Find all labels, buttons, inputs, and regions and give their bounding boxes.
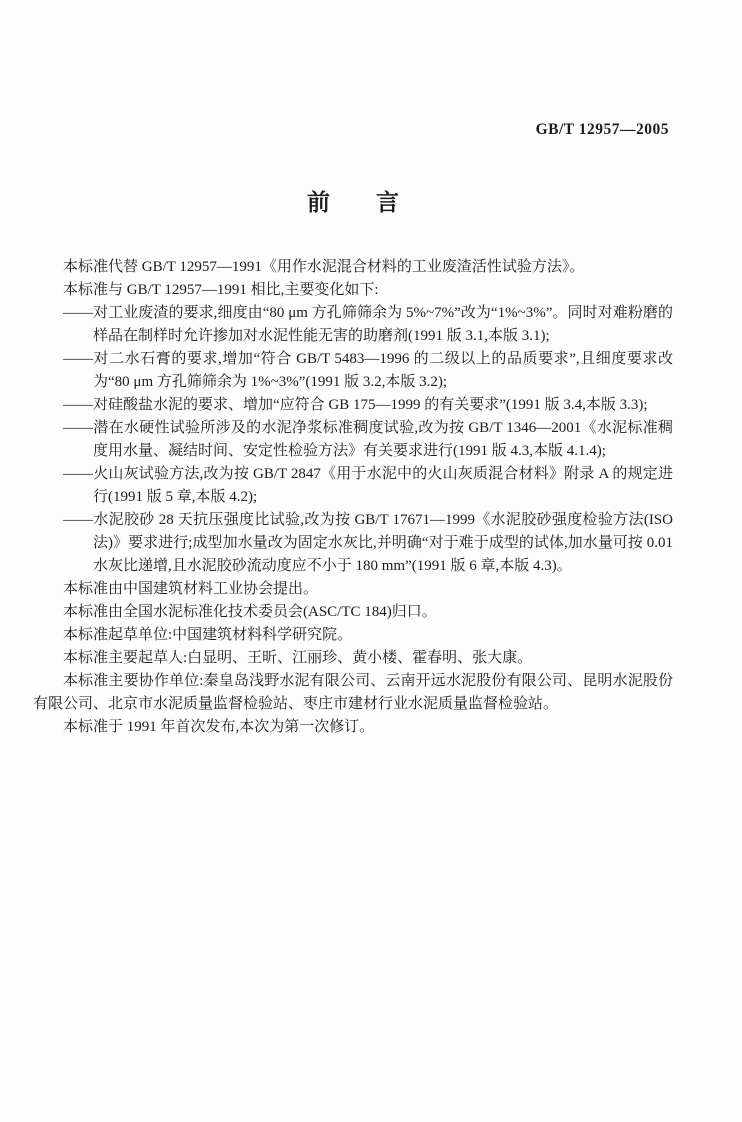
change-list-item: ——潜在水硬性试验所涉及的水泥净浆标准稠度试验,改为按 GB/T 1346—2001《水泥标准稠度用水量、凝结时间、安定性检验方法》有关要求进行(1991 版 4.3,本版 4.1.4); [63, 420, 673, 459]
body-paragraph: 本标准代替 GB/T 12957—1991《用作水泥混合材料的工业废渣活性试验方法》。 [63, 259, 585, 275]
body-paragraph: 本标准由中国建筑材料工业协会提出。 [63, 581, 319, 597]
body-paragraph: 本标准主要协作单位:秦皇岛浅野水泥有限公司、云南开远水泥股份有限公司、昆明水泥股份有限公司、北京市水泥质量监督检验站、枣庄市建材行业水泥质量监督检验站。 [33, 673, 673, 712]
body-paragraph: 本标准于 1991 年首次发布,本次为第一次修订。 [63, 719, 375, 735]
document-body [33, 256, 673, 739]
body-paragraph: 本标准起草单位:中国建筑材料科学研究院。 [63, 627, 353, 643]
standard-code-header: GB/T 12957—2005 [535, 121, 669, 138]
change-list-item: ——水泥胶砂 28 天抗压强度比试验,改为按 GB/T 17671—1999《水泥胶砂强度检验方法(ISO法)》要求进行;成型加水量改为固定水灰比,并明确“对于难于成型的试体,加水量可按 0.01 水灰比递增,且水泥胶砂流动度应不小于 180 mm”(1991 版 6 章,本版 4.3)。 [63, 512, 673, 574]
change-list-item: ——对工业废渣的要求,细度由“80 μm 方孔筛筛余为 5%~7%”改为“1%~3%”。同时对难粉磨的样品在制样时允许掺加对水泥性能无害的助磨剂(1991 版 3.1,本版 3.1); [63, 305, 673, 344]
body-paragraph: 本标准主要起草人:白显明、王昕、江丽珍、黄小楼、霍春明、张大康。 [63, 650, 533, 666]
body-paragraph: 本标准由全国水泥标准化技术委员会(ASC/TC 184)归口。 [63, 604, 437, 620]
change-list-item: ——对二水石膏的要求,增加“符合 GB/T 5483—1996 的二级以上的品质要求”,且细度要求改为“80 μm 方孔筛筛余为 1%~3%”(1991 版 3.2,本版 3.2); [63, 351, 673, 390]
body-paragraph: 本标准与 GB/T 12957—1991 相比,主要变化如下: [63, 282, 379, 298]
page-title: 前 言 [307, 190, 399, 215]
change-list-item: ——对硅酸盐水泥的要求、增加“应符合 GB 175—1999 的有关要求”(1991 版 3.4,本版 3.3); [63, 397, 648, 413]
change-list-item: ——火山灰试验方法,改为按 GB/T 2847《用于水泥中的火山灰质混合材料》附录 A 的规定进行(1991 版 5 章,本版 4.2); [63, 466, 673, 505]
